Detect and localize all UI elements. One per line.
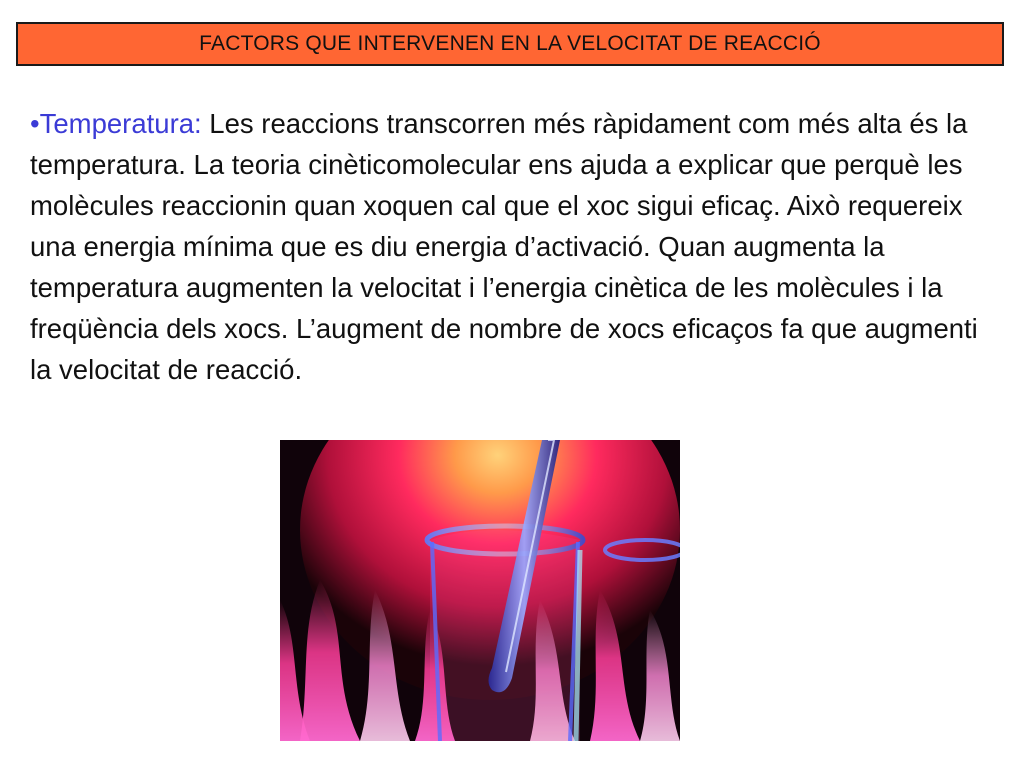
slide-title: FACTORS QUE INTERVENEN EN LA VELOCITAT DE REACCIÓ bbox=[199, 32, 821, 55]
bullet-marker: • bbox=[30, 108, 40, 139]
bullet-body-text: Les reaccions transcorren més ràpidament com més alta és la temperatura. La teoria cinèticomolecular ens ajuda a explicar que perquè les molècules reaccionin quan xoquen cal que el xoc sigui eficaç. Això requereix una energia mínima que es diu energia d’activació. Quan augmenta la temperatura augmenten la velocitat i l’energia cinètica de les molècules i la freqüència dels xocs. L’augment de nombre de xocs eficaços fa que augmenti la velocitat de reacció. bbox=[30, 108, 978, 385]
beaker-flame-photo bbox=[280, 440, 680, 741]
title-banner bbox=[16, 22, 1004, 66]
bullet-paragraph bbox=[30, 103, 990, 390]
bullet-heading: Temperatura: bbox=[39, 108, 202, 139]
